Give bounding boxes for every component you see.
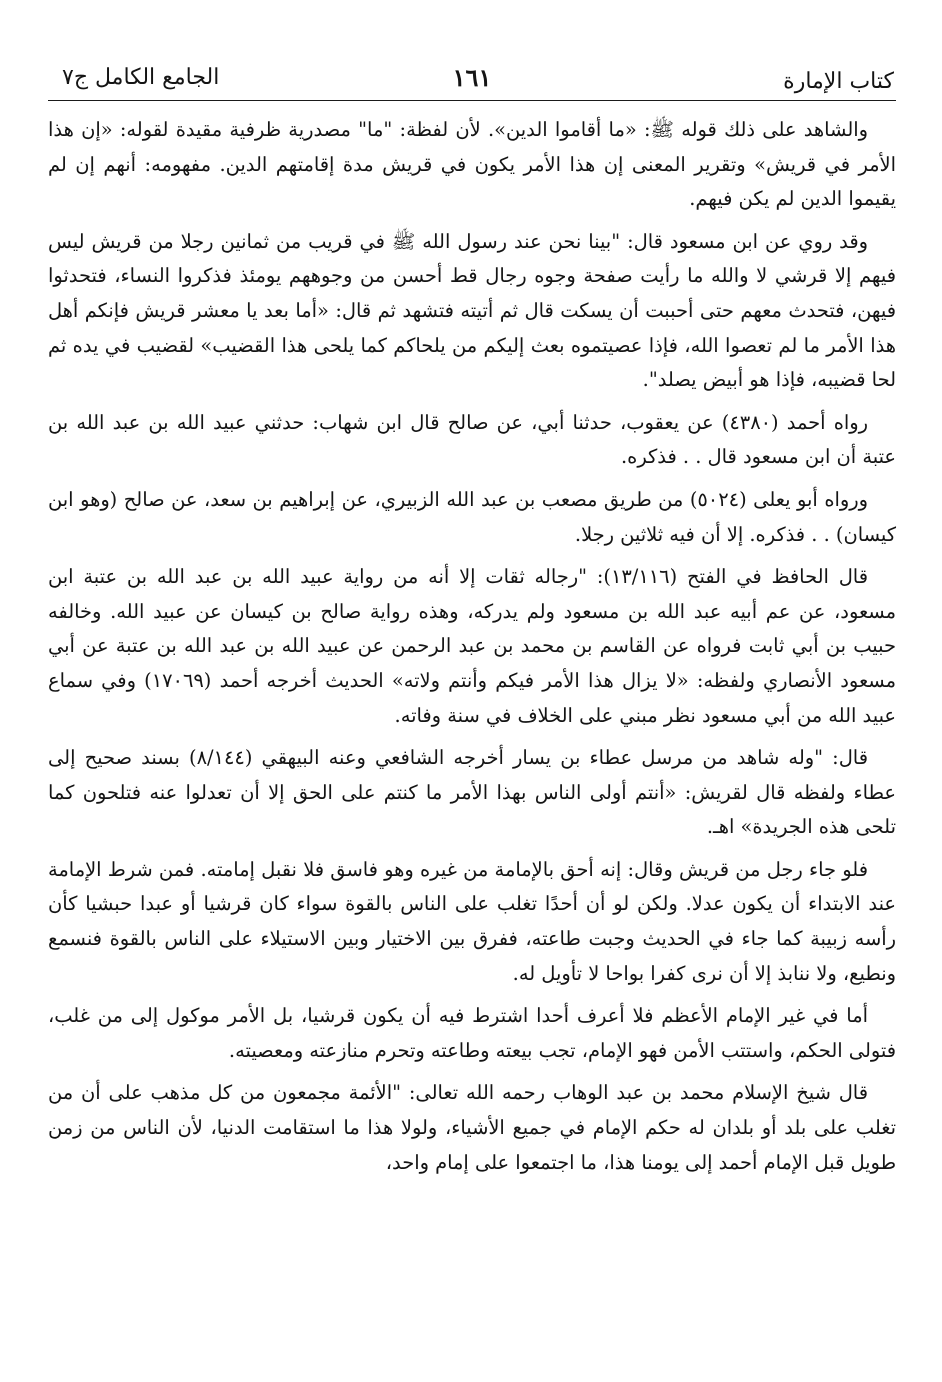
paragraph-3: رواه أحمد (٤٣٨٠) عن يعقوب، حدثنا أبي، عن صالح قال ابن شهاب: حدثني عبيد الله بن عبد الله بن عتبة أن ابن مسعود قال . . فذكره. [48, 410, 896, 469]
paragraph-6: قال: "وله شاهد من مرسل عطاء بن يسار أخرجه الشافعي وعنه البيهقي (٨/١٤٤) بسند صحيح إلى عطاء ولفظه قال لقريش: «أنتم أولى الناس بهذا الأمر ما كنتم على الحق إلا أن تعدلوا عنه فتلحون كما تلحى هذه الجريدة» اهـ. [48, 746, 896, 839]
page-header [48, 56, 896, 101]
paragraph-8: أما في غير الإمام الأعظم فلا أعرف أحدا اشترط فيه أن يكون قرشيا، بل الأمر موكول إلى من غلب، فتولى الحكم، واستتب الأمن فهو الإمام، تجب بيعته وطاعته وتحرم منازعته ومعصيته. [48, 1004, 896, 1062]
paragraph-9: قال شيخ الإسلام محمد بن عبد الوهاب رحمه الله تعالى: "الأئمة مجمعون من كل مذهب على أن من تغلب على بلد أو بلدان له حكم الإمام في جميع الأشياء، ولولا هذا ما استقامت الدنيا، لأن الناس من زمن طويل قبل الإمام أحمد إلى يومنا هذا، ما اجتمعوا على إمام واحد، [48, 1081, 896, 1174]
page-number: ١٦١ [452, 63, 492, 92]
paragraph-5: قال الحافظ في الفتح (١٣/١١٦): "رجاله ثقات إلا أنه من رواية عبيد الله بن عبد الله بن عتبة ابن مسعود، عن عم أبيه عبد الله بن مسعود ولم يدركه، وهذه رواية صالح بن كيسان عن عبيد الله. وخالفه حبيب بن أبي ثابت فرواه عن القاسم بن محمد بن عبد الرحمن عن عبيد الله بن عبد الله بن عتبة عن أبي مسعود الأنصاري ولفظه: «لا يزال هذا الأمر فيكم وأنتم ولاته» الحديث أخرجه أحمد (١٧٠٦٩) وفي سماع عبيد الله من أبي مسعود نظر مبني على الخلاف في سنة وفاته. [48, 565, 896, 727]
page-body [48, 113, 896, 1180]
paragraph-1: والشاهد على ذلك قوله ﷺ: «ما أقاموا الدين». لأن لفظة: "ما" مصدرية ظرفية مقيدة لقوله: «إن هذا الأمر في قريش» وتقرير المعنى إن هذا الأمر يكون في قريش مدة إقامتهم الدين. مفهومه: أنهم إن لم يقيموا الدين لم يكن فيهم. [48, 118, 896, 211]
header-chapter-title: كتاب الإمارة [783, 69, 894, 94]
paragraph-2: وقد روي عن ابن مسعود قال: "بينا نحن عند رسول الله ﷺ في قريب من ثمانين رجلا من قريش ليس فيهم إلا قرشي لا والله ما رأيت صفحة وجوه رجال قط أحسن من وجوههم يومئذ فذكروا النساء، فتحدثوا فيهن، فتحدث معهم حتى أحببت أن يسكت قال ثم أتيته فتشهد ثم قال: «أما بعد يا معشر قريش فإنكم أهل هذا الأمر ما لم تعصوا الله، فإذا عصيتموه بعث إليكم من يلحاكم كما يلحى هذا القضيب» لقضيب في يده ثم لحا قضيبه، فإذا هو أبيض يصلد". [48, 229, 896, 392]
paragraph-4: ورواه أبو يعلى (٥٠٢٤) من طريق مصعب بن عبد الله الزبيري، عن إبراهيم بن سعد، عن صالح (وهو ابن كيسان) . . فذكره. إلا أن فيه ثلاثين رجلا. [48, 487, 896, 546]
paragraph-7: فلو جاء رجل من قريش وقال: إنه أحق بالإمامة من غيره وهو فاسق فلا نقبل إمامته. فمن شرط الإمامة عند الابتداء أن يكون عدلا. ولكن لو أن أحدًا تغلب على الناس بالقوة سواء كان قرشيا أو عبدا حبشيا كأن رأسه زبيبة كما جاء في الحديث وجبت طاعته، ففرق بين الاختيار وبين الاستيلاء على الناس بالقوة فنسمع ونطيع، ولا ننابذ إلا أن نرى كفرا بواحا لا تأويل له. [48, 857, 896, 985]
header-book-title: الجامع الكامل ج٧ [62, 65, 220, 90]
